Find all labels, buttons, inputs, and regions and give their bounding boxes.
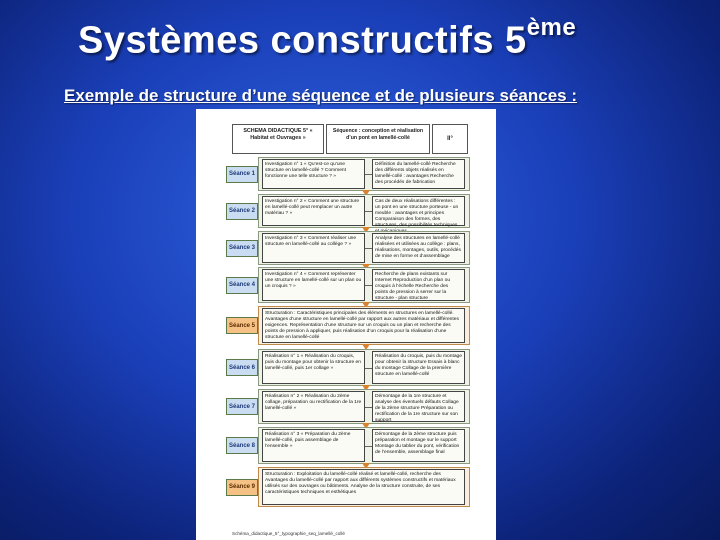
activity-description-box: Démontage de la 1re structure et analyse des éventuels défauts Collage de la 2ème structure Préparation ou rectification de la 1re structure sur son support xyxy=(372,391,465,422)
session-label: Séance 8 xyxy=(226,437,258,454)
investigation-box: Réalisation n° 2 « Réalisation du 2ème collage, préparation ou rectification de la 1re lamellé-collé » xyxy=(262,391,365,422)
connector-line xyxy=(365,285,372,286)
investigation-box: Réalisation n° 3 « Préparation du 2ème lamellé-collé, puis assemblage de l’ensemble » xyxy=(262,429,365,462)
connector-line xyxy=(365,407,372,408)
session-label: Séance 6 xyxy=(226,359,258,376)
session-label: Séance 2 xyxy=(226,203,258,220)
activity-description-box: Cas de deux réalisations différentes : un pont en une structure porteuse - un meuble : avantages et principes Comparaison des formes, des structures, des possibilités techniques xyxy=(372,196,465,226)
activity-description-box: Analyse des structures en lamellé-collé réalisées et utilisées au collège : plans, réalisations, montages, outils, procédés de mise en forme et d’assemblage xyxy=(372,233,465,263)
connector-line xyxy=(365,446,372,447)
investigation-box: Investigation n° 2 « Comment une structure en lamellé-collé peut remplacer un autre matériau ? » xyxy=(262,196,365,226)
structuration-box: Structuration : Exploitation du lamellé-collé réalisé et lamellé-collé, recherche des Avantages du lamellé-collé par rapport aux différents systèmes constructifs et matériaux utilisés sur des ouvrages ou bâtiments. Analyse de la structure construite, de ses caractéristiques techniques et esthétiques xyxy=(262,469,465,505)
slide-title-text: Systèmes constructifs 5 xyxy=(78,19,527,62)
slide-title-superscript: ème xyxy=(526,14,577,41)
connector-line xyxy=(365,248,372,249)
investigation-box: Investigation n° 4 « Comment représenter une structure en lamellé-collé sur un plan ou un croquis ? » xyxy=(262,269,365,301)
didactic-schema-document xyxy=(196,109,496,540)
session-label: Séance 5 xyxy=(226,317,258,334)
connector-line xyxy=(365,211,372,212)
schema-header-sequence: Séquence : conception et réalisation d’un pont en lamellé-collé xyxy=(326,124,430,154)
session-label: Séance 3 xyxy=(226,240,258,257)
session-label: Séance 1 xyxy=(226,166,258,183)
activity-description-box: Recherche de plans existants sur Internet Reproduction d’un plan ou croquis à l’échelle Recherche des points de pression à serrer sur la structure - plan structure xyxy=(372,269,465,301)
investigation-box: Investigation n° 3 « Comment réaliser une structure en lamellé-collé au collège ? » xyxy=(262,233,365,263)
structuration-box: Structuration : Caractéristiques principales des éléments en structures en lamellé-collé. Avantages d’une structure en lamellé-collé par rapport aux autres matériaux et différentes exigences. Représentation d’une structure sur un croquis ou un plan et recherche des points de pression à appliquer, puis réalisation d’un croquis pour la réalisation d’une structure en lamellé-collé xyxy=(262,308,465,343)
session-label: Séance 9 xyxy=(226,479,258,496)
slide-title xyxy=(78,14,678,63)
investigation-box: Réalisation n° 1 « Réalisation du croquis, puis du montage pour obtenir la structure en lamellé-collé, puis 1er collage » xyxy=(262,351,365,384)
schema-header-left: SCHEMA DIDACTIQUE 5° « Habitat et Ouvrages » xyxy=(232,124,324,154)
activity-description-box: Réalisation du croquis, puis du montage pour obtenir la structure Essais à blanc du montage Collage de la première structure en lamellé-collé xyxy=(372,351,465,384)
activity-description-box: Démontage de la 2ème structure puis préparation et montage sur le support Montage du tablier du pont, vérification de l’ensemble, assemblage final xyxy=(372,429,465,462)
connector-line xyxy=(365,174,372,175)
session-label: Séance 7 xyxy=(226,398,258,415)
slide-subtitle: Exemple de structure d’une séquence et de plusieurs séances : xyxy=(64,86,578,105)
document-caption: Schéma_didactique_5°_typographie_seq_lamellé_collé xyxy=(232,531,345,536)
session-label: Séance 4 xyxy=(226,277,258,294)
activity-description-box: Définition du lamellé-collé Recherche des différents objets réalisés en lamellé-collé : avantages Recherche des procédés de fabrication xyxy=(372,159,465,189)
schema-header-right: II° xyxy=(432,124,468,154)
investigation-box: Investigation n° 1 « Qu’est-ce qu’une structure en lamellé-collé ? Comment fonctionne une telle structure ? » xyxy=(262,159,365,189)
connector-line xyxy=(365,368,372,369)
